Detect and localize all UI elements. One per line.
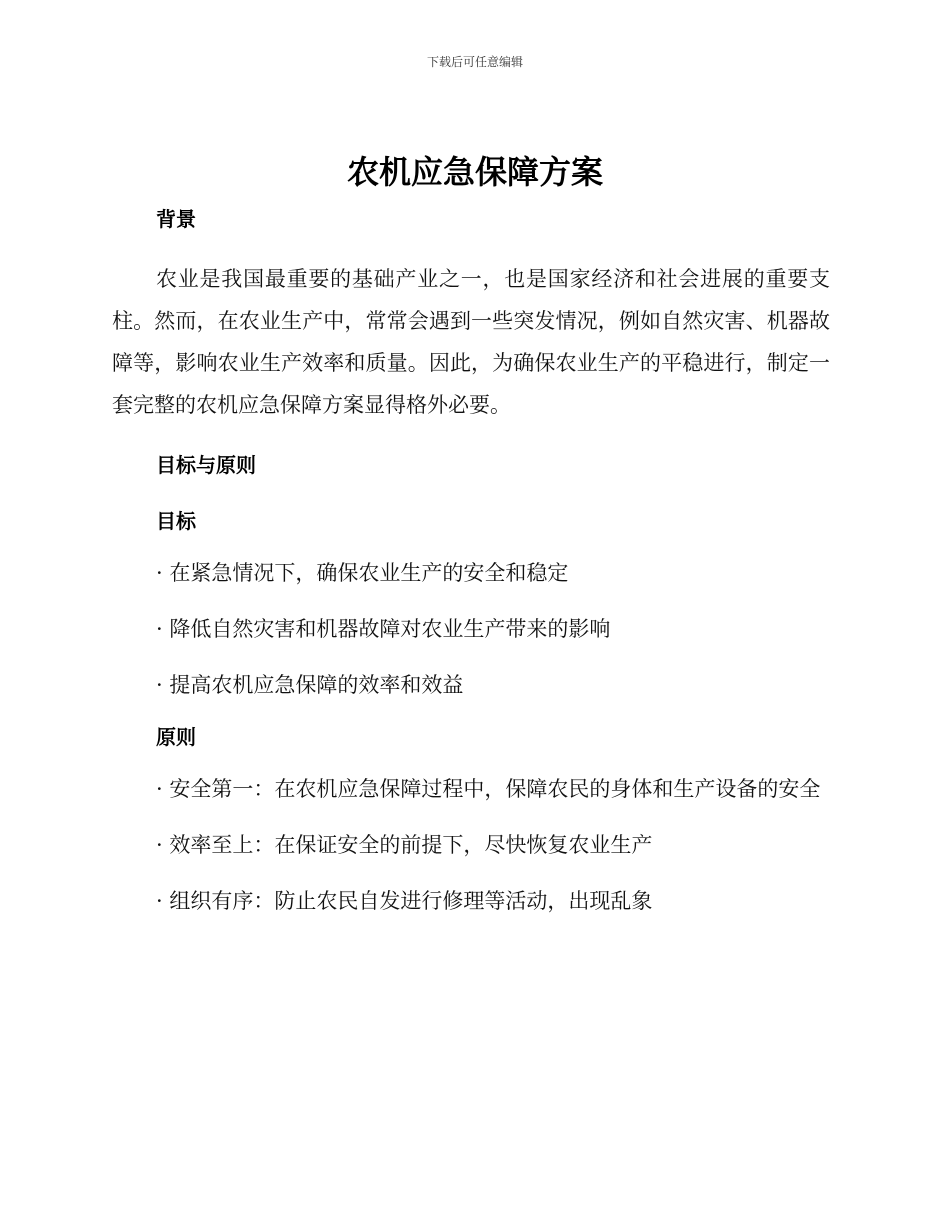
principle-item: · 安全第一：在农机应急保障过程中，保障农民的身体和生产设备的安全 [156,777,821,801]
spacer [112,810,830,824]
document-title: 农机应急保障方案 [346,153,603,191]
spacer [112,594,830,608]
goal-item: · 在紧急情况下，确保农业生产的安全和稳定 [156,561,569,585]
background-heading: 背景 [156,207,196,231]
page-header: 下载后可任意编辑 [426,55,523,69]
spacer [112,650,830,664]
goals-principles-heading: 目标与原则 [156,453,256,477]
principle-item: · 效率至上：在保证安全的前提下，尽快恢复农业生产 [156,833,653,857]
background-paragraph: 农业是我国最重要的基础产业之一，也是国家经济和社会进展的重要支柱。然而，在农业生产中，常常会遇到一些突发情况，例如自然灾害、机器故障等，影响农业生产效率和质量。因此，为确保农业生产的平稳进行，制定一套完整的农机应急保障方案显得格外必要。 [112,267,830,417]
spacer [112,236,830,258]
principles-heading: 原则 [156,725,196,749]
spacer [112,538,830,552]
goal-item: · 降低自然灾害和机器故障对农业生产带来的影响 [156,617,611,641]
spacer [112,754,830,768]
spacer [112,482,830,504]
spacer [112,706,830,720]
spacer [112,866,830,880]
principle-item: · 组织有序：防止农民自发进行修理等活动，出现乱象 [156,889,653,913]
document-body [112,202,830,922]
goal-item: · 提高农机应急保障的效率和效益 [156,673,464,697]
spacer [112,426,830,448]
goals-heading: 目标 [156,509,196,533]
